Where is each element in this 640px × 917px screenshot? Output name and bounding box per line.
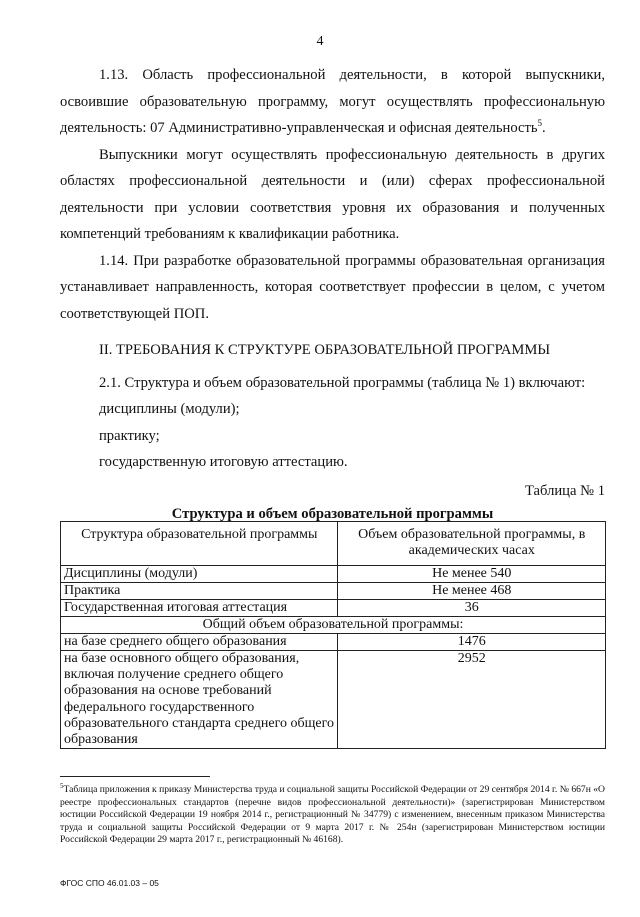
table-total-row (61, 617, 606, 634)
table-title: Структура и объем образовательной программы (171, 506, 494, 522)
footnote-text: Таблица приложения к приказу Министерства труда и социальной защиты Российской Федерации от 29 сентября 2014 г. № 667н «О реестре профессиональных стандартов (перечне видов профессиональной деятельности)» (зарегистрирован Министерством юстиции Российской Федерации 19 ноября 2014 г., регистрационный № 34779) с изменением, внесенным приказом Министерства труда и социальной защиты Российской Федерации от 9 марта 2017 г. № 254н (зарегистрирован Министерством юстиции Российской Федерации 29 марта 2017 г., регистрационный № 46168). (60, 784, 605, 845)
table-row (61, 583, 606, 600)
section-heading: II. ТРЕБОВАНИЯ К СТРУКТУРЕ ОБРАЗОВАТЕЛЬНОЙ ПРОГРАММЫ (99, 342, 551, 358)
footnote-reference: 5 (537, 118, 542, 129)
table-row (61, 566, 606, 583)
paragraph-2-1: 2.1. Структура и объем образовательной программы (таблица № 1) включают: (99, 374, 586, 391)
header-volume: Объем образовательной программы, в академических часах (338, 522, 606, 566)
table-row (61, 651, 606, 749)
footnote-divider (60, 776, 210, 777)
table-row (61, 600, 606, 617)
table-header-row (61, 522, 606, 566)
row-name: Государственная итоговая аттестация (61, 600, 338, 617)
row-value: 1476 (338, 634, 606, 651)
structure-table (60, 521, 606, 749)
row-name: Дисциплины (модули) (61, 566, 338, 583)
paragraph-1-13-end: . (542, 120, 546, 136)
paragraph-1-14: 1.14. При разработке образовательной программы образовательная организация устанавливает направленность, которая соответствует профессии в целом, с учетом соответствующей ПОП. (60, 252, 605, 322)
page-number: 4 (316, 34, 324, 49)
header-structure: Структура образовательной программы (61, 522, 338, 566)
list-item-attestation: государственную итоговую аттестацию. (99, 454, 348, 470)
document-code: ФГОС СПО 46.01.03 – 05 (60, 878, 159, 888)
row-value: Не менее 468 (338, 583, 606, 600)
row-value: 36 (338, 600, 606, 617)
row-value: Не менее 540 (338, 566, 606, 583)
footnote (60, 781, 605, 847)
list-item-practice: практику; (99, 427, 160, 444)
total-label: Общий объем образовательной программы: (61, 617, 606, 634)
document-body (60, 62, 605, 524)
paragraph-graduates: Выпускники могут осуществлять профессиональную деятельность в других областях профессиональной деятельности и (или) сферах профессиональной деятельности при условии соответствия уровня их образования и полученных компетенций требованиям к квалификации работника. (60, 146, 605, 242)
table-row (61, 634, 606, 651)
table-label: Таблица № 1 (525, 482, 605, 499)
paragraph-1-13 (60, 62, 605, 142)
row-value: 2952 (338, 651, 606, 749)
footnote-marker: 5 (60, 781, 64, 790)
row-name: Практика (61, 583, 338, 600)
row-name: на базе среднего общего образования (61, 634, 338, 651)
paragraph-1-13-text: 1.13. Область профессиональной деятельности, в которой выпускники, освоившие образовательную программу, могут осуществлять профессиональную деятельность: 07 Административно-управленческая и офисная деятельность (60, 67, 605, 136)
row-name: на базе основного общего образования, включая получение среднего общего образования на основе требований федерального государственного образовательного стандарта среднего общего образования (61, 651, 338, 749)
list-item-disciplines: дисциплины (модули); (99, 401, 240, 417)
